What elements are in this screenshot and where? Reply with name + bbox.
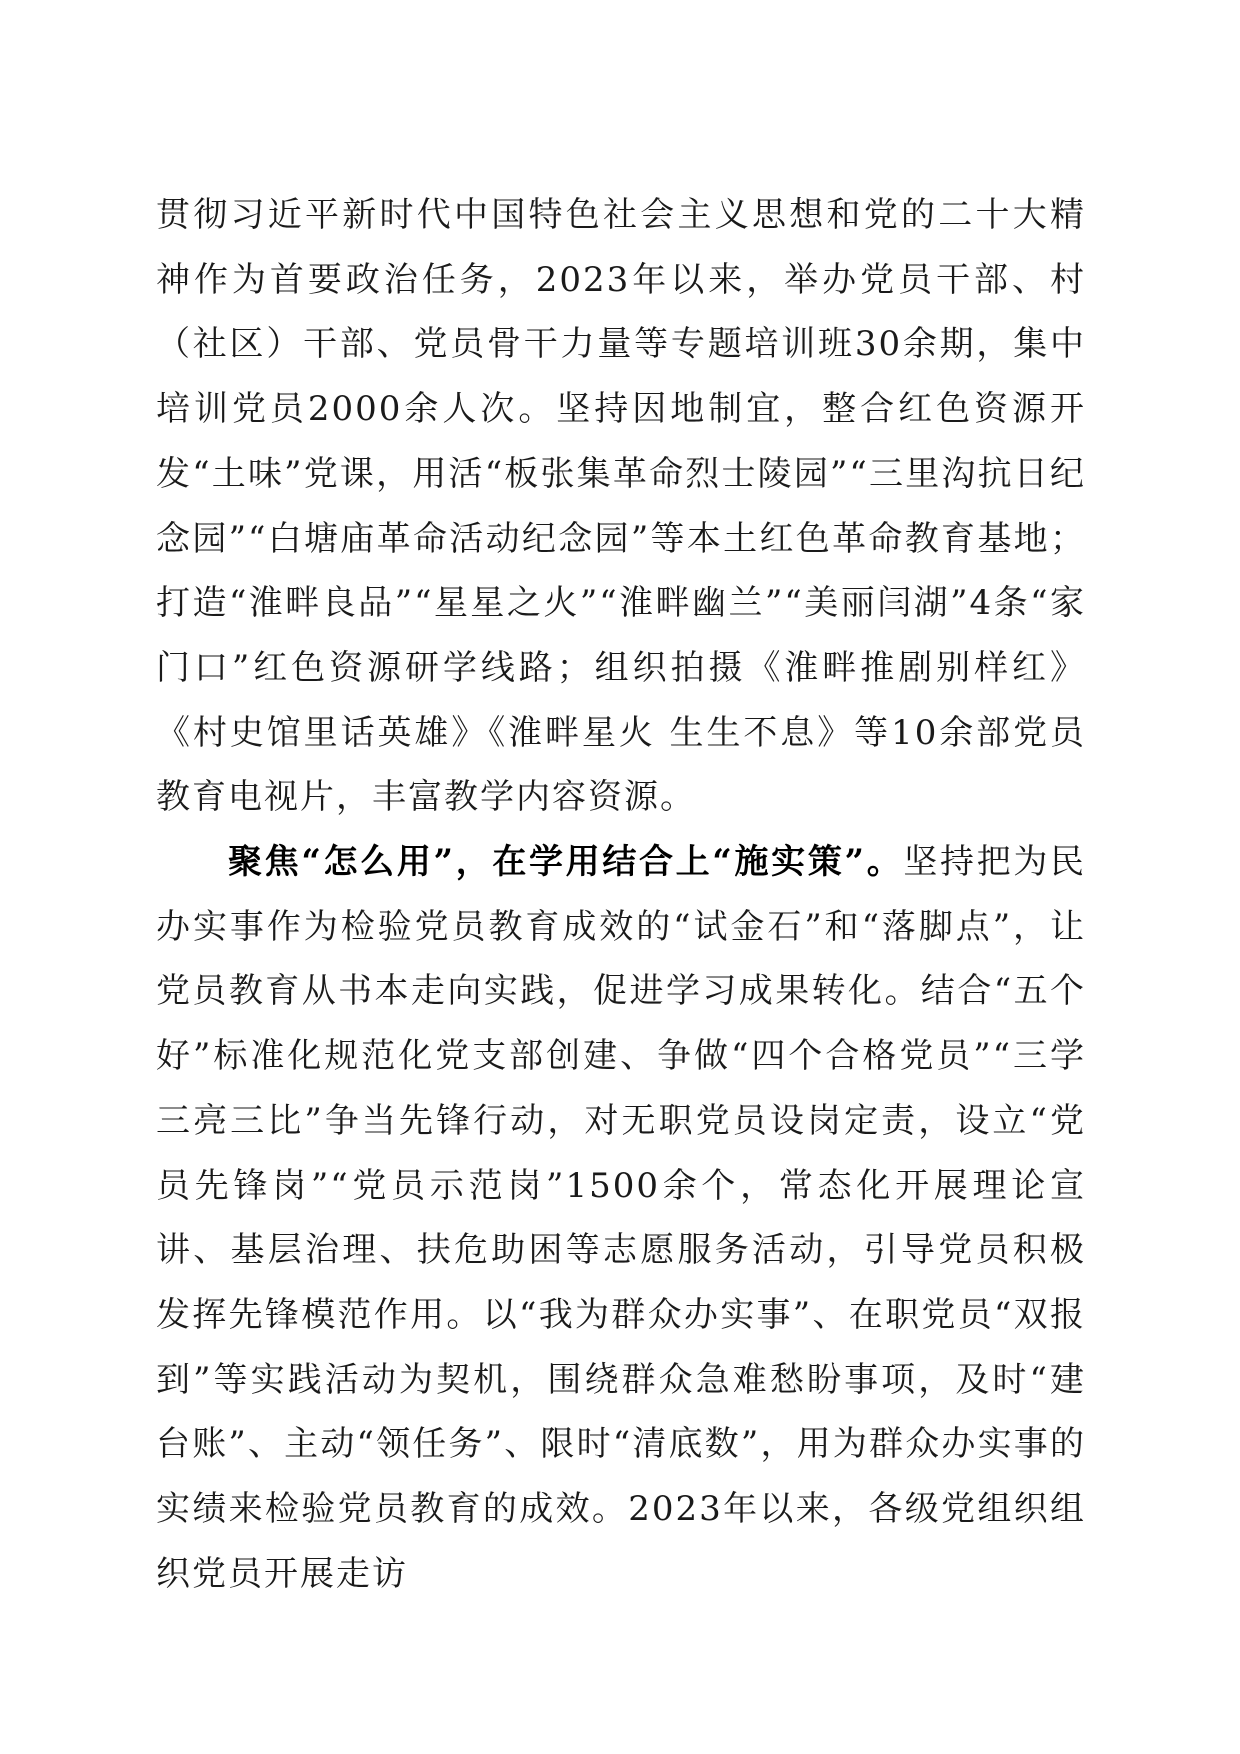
paragraph-focus-application [156, 830, 1086, 1606]
paragraph-lead-heading: 聚焦“怎么用”，在学用结合上“施实策”。 [228, 842, 904, 883]
document-body [156, 183, 1086, 1606]
paragraph-text: 贯彻习近平新时代中国特色社会主义思想和党的二十大精神作为首要政治任务，2023年以来，举办党员干部、村（社区）干部、党员骨干力量等专题培训班30余期，集中培训党员2000余人次。坚持因地制宜，整合红色资源开发“土味”党课，用活“板张集革命烈士陵园”“三里沟抗日纪念园”“白塘庙革命活动纪念园”等本土红色革命教育基地；打造“淮畔良品”“星星之火”“淮畔幽兰”“美丽闫湖”4条“家门口”红色资源研学线路；组织拍摄《淮畔推剧别样红》《村史馆里话英雄》《淮畔星火 生生不息》等10余部党员教育电视片，丰富教学内容资源。 [156, 195, 1086, 818]
paragraph-continuation [156, 183, 1086, 830]
paragraph-text: 坚持把为民办实事作为检验党员教育成效的“试金石”和“落脚点”，让党员教育从书本走向实践，促进学习成果转化。结合“五个好”标准化规范化党支部创建、争做“四个合格党员”“三学三亮三比”争当先锋行动，对无职党员设岗定责，设立“党员先锋岗”“党员示范岗”1500余个，常态化开展理论宣讲、基层治理、扶危助困等志愿服务活动，引导党员积极发挥先锋模范作用。以“我为群众办实事”、在职党员“双报到”等实践活动为契机，围绕群众急难愁盼事项，及时“建台账”、主动“领任务”、限时“清底数”，用为群众办实事的实绩来检验党员教育的成效。2023年以来，各级党组织组织党员开展走访 [156, 842, 1087, 1594]
